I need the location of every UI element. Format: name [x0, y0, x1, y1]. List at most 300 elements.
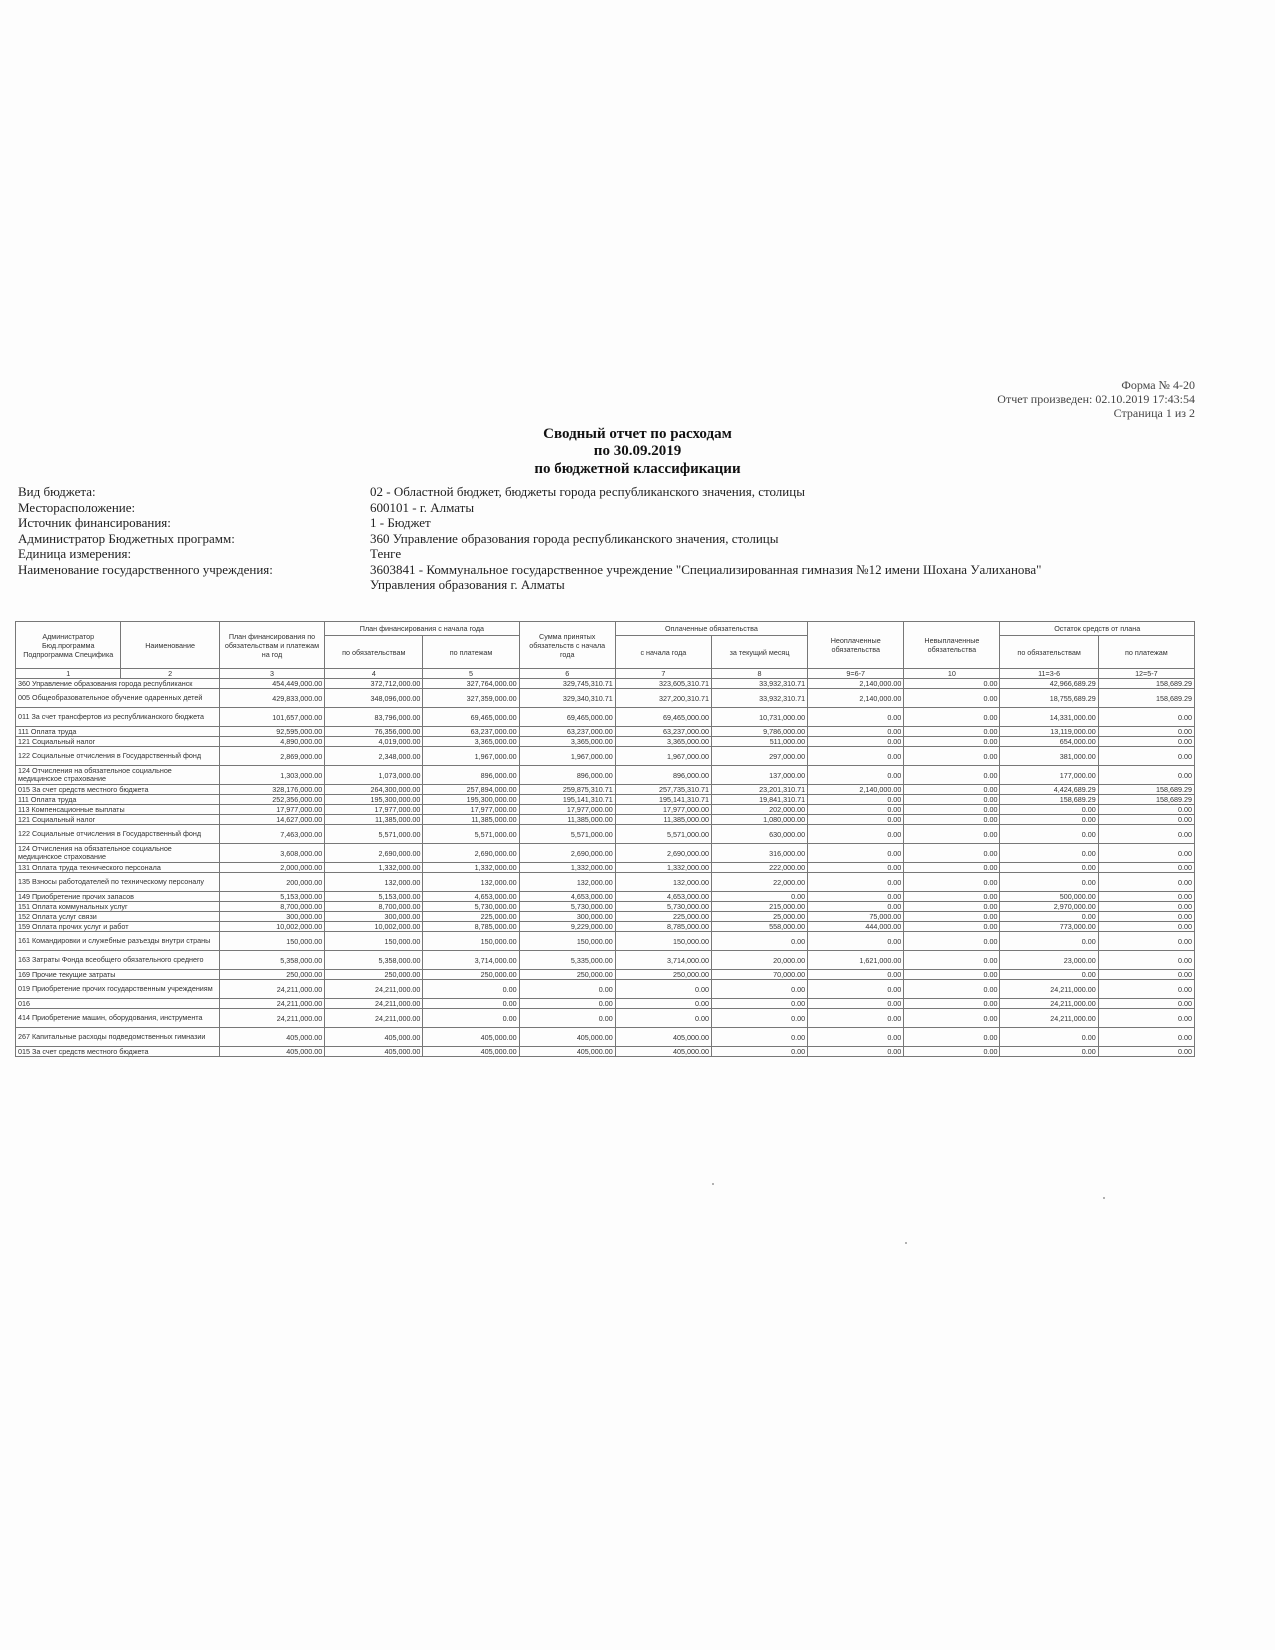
- amount-cell: 0.00: [711, 1028, 807, 1047]
- amount-cell: 8,785,000.00: [615, 922, 711, 932]
- amount-cell: 215,000.00: [711, 902, 807, 912]
- amount-cell: 1,621,000.00: [808, 951, 904, 970]
- amount-cell: 0.00: [904, 727, 1000, 737]
- parameter-value: 600101 - г. Алматы: [370, 499, 475, 515]
- amount-cell: 250,000.00: [219, 970, 324, 980]
- table-row: [16, 747, 1195, 766]
- amount-cell: 1,967,000.00: [519, 747, 615, 766]
- amount-cell: 10,731,000.00: [711, 708, 807, 727]
- amount-cell: 150,000.00: [519, 932, 615, 951]
- form-number: Форма № 4-20: [1121, 378, 1195, 392]
- amount-cell: 0.00: [904, 1028, 1000, 1047]
- parameter-label: Единица измерения:: [18, 546, 132, 561]
- amount-cell: 0.00: [904, 825, 1000, 844]
- table-row: [16, 922, 1195, 932]
- amount-cell: 2,690,000.00: [615, 844, 711, 863]
- amount-cell: 896,000.00: [615, 766, 711, 785]
- amount-cell: 0.00: [423, 980, 519, 999]
- amount-cell: 5,571,000.00: [519, 825, 615, 844]
- amount-cell: 1,332,000.00: [615, 863, 711, 873]
- amount-cell: 0.00: [1000, 873, 1098, 892]
- amount-cell: 372,712,000.00: [325, 679, 423, 689]
- amount-cell: 11,385,000.00: [519, 815, 615, 825]
- amount-cell: 17,977,000.00: [519, 805, 615, 815]
- row-name: 124 Отчисления на обязательное социальное медицинское страхование: [16, 844, 220, 863]
- amount-cell: 0.00: [904, 766, 1000, 785]
- amount-cell: 297,000.00: [711, 747, 807, 766]
- row-name: 113 Компенсационные выплаты: [16, 805, 220, 815]
- amount-cell: 200,000.00: [219, 873, 324, 892]
- table-row: [16, 844, 1195, 863]
- amount-cell: 63,237,000.00: [423, 727, 519, 737]
- col-plan-obligations-header: по обязательствам: [325, 636, 423, 669]
- amount-cell: 405,000.00: [519, 1047, 615, 1057]
- table-row: [16, 708, 1195, 727]
- amount-cell: 500,000.00: [1000, 892, 1098, 902]
- amount-cell: 300,000.00: [325, 912, 423, 922]
- amount-cell: 1,967,000.00: [615, 747, 711, 766]
- amount-cell: 2,690,000.00: [325, 844, 423, 863]
- amount-cell: 0.00: [423, 1009, 519, 1028]
- amount-cell: 405,000.00: [423, 1047, 519, 1057]
- row-name: 111 Оплата труда: [16, 795, 220, 805]
- paid-group-header: Оплаченные обязательства: [615, 622, 807, 636]
- amount-cell: 3,608,000.00: [219, 844, 324, 863]
- amount-cell: 0.00: [1098, 999, 1194, 1009]
- col-paid-month-header: за текущий месяц: [711, 636, 807, 669]
- amount-cell: 429,833,000.00: [219, 689, 324, 708]
- amount-cell: 0.00: [904, 737, 1000, 747]
- amount-cell: 11,385,000.00: [423, 815, 519, 825]
- column-number: 6: [519, 669, 615, 679]
- amount-cell: 0.00: [1098, 970, 1194, 980]
- report-title: Сводный отчет по расходам: [543, 426, 732, 442]
- amount-cell: 0.00: [808, 999, 904, 1009]
- amount-cell: 158,689.29: [1098, 689, 1194, 708]
- amount-cell: 5,153,000.00: [219, 892, 324, 902]
- amount-cell: 2,869,000.00: [219, 747, 324, 766]
- amount-cell: 0.00: [1000, 1028, 1098, 1047]
- column-number: 7: [615, 669, 711, 679]
- amount-cell: 33,932,310.71: [711, 689, 807, 708]
- amount-cell: 132,000.00: [325, 873, 423, 892]
- amount-cell: 24,211,000.00: [1000, 999, 1098, 1009]
- amount-cell: 328,176,000.00: [219, 785, 324, 795]
- amount-cell: 2,970,000.00: [1000, 902, 1098, 912]
- row-name: 005 Общеобразовательное обучение одаренных детей: [16, 689, 220, 708]
- row-name: 011 За счет трансфертов из республиканского бюджета: [16, 708, 220, 727]
- amount-cell: 0.00: [423, 999, 519, 1009]
- amount-cell: 0.00: [904, 999, 1000, 1009]
- amount-cell: 0.00: [904, 708, 1000, 727]
- amount-cell: 264,300,000.00: [325, 785, 423, 795]
- amount-cell: 17,977,000.00: [615, 805, 711, 815]
- amount-cell: 0.00: [904, 863, 1000, 873]
- parameter-value: 3603841 - Коммунальное государственное учреждение "Специализированная гимназия №12 имени Шохана Уалиханова": [370, 561, 1042, 577]
- table-row: [16, 1047, 1195, 1057]
- row-name: 124 Отчисления на обязательное социальное медицинское страхование: [16, 766, 220, 785]
- row-name: 151 Оплата коммунальных услуг: [16, 902, 220, 912]
- table-row: [16, 785, 1195, 795]
- amount-cell: 0.00: [711, 980, 807, 999]
- page-counter: Страница 1 из 2: [1113, 406, 1195, 420]
- amount-cell: 0.00: [904, 970, 1000, 980]
- table-row: [16, 1028, 1195, 1047]
- amount-cell: 5,358,000.00: [325, 951, 423, 970]
- amount-cell: 1,332,000.00: [519, 863, 615, 873]
- row-name: 121 Социальный налог: [16, 737, 220, 747]
- amount-cell: 17,977,000.00: [423, 805, 519, 815]
- amount-cell: 630,000.00: [711, 825, 807, 844]
- amount-cell: 222,000.00: [711, 863, 807, 873]
- amount-cell: 0.00: [1000, 932, 1098, 951]
- amount-cell: 158,689.29: [1098, 795, 1194, 805]
- amount-cell: 405,000.00: [325, 1047, 423, 1057]
- table-row: [16, 815, 1195, 825]
- row-name: 019 Приобретение прочих государственным учреждениям: [16, 980, 220, 999]
- amount-cell: 0.00: [904, 815, 1000, 825]
- amount-cell: 158,689.29: [1000, 795, 1098, 805]
- amount-cell: 0.00: [1098, 932, 1194, 951]
- amount-cell: 3,365,000.00: [423, 737, 519, 747]
- amount-cell: 511,000.00: [711, 737, 807, 747]
- table-row: [16, 999, 1195, 1009]
- amount-cell: 896,000.00: [519, 766, 615, 785]
- amount-cell: 0.00: [808, 815, 904, 825]
- amount-cell: 0.00: [1000, 844, 1098, 863]
- amount-cell: 69,465,000.00: [615, 708, 711, 727]
- amount-cell: 300,000.00: [219, 912, 324, 922]
- amount-cell: 150,000.00: [325, 932, 423, 951]
- col-rest-obligations-header: по обязательствам: [1000, 636, 1098, 669]
- amount-cell: 0.00: [1098, 922, 1194, 932]
- col-paid-ytd-header: с начала года: [615, 636, 711, 669]
- amount-cell: 8,700,000.00: [325, 902, 423, 912]
- amount-cell: 42,966,689.29: [1000, 679, 1098, 689]
- amount-cell: 76,356,000.00: [325, 727, 423, 737]
- amount-cell: 0.00: [808, 795, 904, 805]
- amount-cell: 0.00: [904, 922, 1000, 932]
- amount-cell: 316,000.00: [711, 844, 807, 863]
- amount-cell: 405,000.00: [615, 1047, 711, 1057]
- parameter-row: [18, 515, 1150, 531]
- amount-cell: 0.00: [808, 766, 904, 785]
- row-name: 414 Приобретение машин, оборудования, инструмента: [16, 1009, 220, 1028]
- amount-cell: 9,786,000.00: [711, 727, 807, 737]
- amount-cell: 24,211,000.00: [1000, 980, 1098, 999]
- amount-cell: 17,977,000.00: [219, 805, 324, 815]
- row-name: 122 Социальные отчисления в Государственный фонд: [16, 825, 220, 844]
- amount-cell: 0.00: [904, 844, 1000, 863]
- amount-cell: 132,000.00: [615, 873, 711, 892]
- amount-cell: 1,332,000.00: [325, 863, 423, 873]
- amount-cell: 225,000.00: [423, 912, 519, 922]
- amount-cell: 3,714,000.00: [423, 951, 519, 970]
- amount-cell: 150,000.00: [219, 932, 324, 951]
- amount-cell: 4,653,000.00: [423, 892, 519, 902]
- amount-cell: 9,229,000.00: [519, 922, 615, 932]
- amount-cell: 23,201,310.71: [711, 785, 807, 795]
- amount-cell: 4,653,000.00: [615, 892, 711, 902]
- amount-cell: 405,000.00: [325, 1028, 423, 1047]
- amount-cell: 0.00: [808, 1028, 904, 1047]
- amount-cell: 454,449,000.00: [219, 679, 324, 689]
- amount-cell: 0.00: [904, 805, 1000, 815]
- parameter-value: 360 Управление образования города республиканского значения, столицы: [370, 530, 779, 546]
- amount-cell: 3,365,000.00: [519, 737, 615, 747]
- amount-cell: 327,764,000.00: [423, 679, 519, 689]
- parameter-value: 02 - Областной бюджет, бюджеты города республиканского значения, столицы: [370, 484, 805, 499]
- amount-cell: 24,211,000.00: [325, 980, 423, 999]
- column-number: 3: [219, 669, 324, 679]
- amount-cell: 0.00: [808, 902, 904, 912]
- amount-cell: 2,690,000.00: [423, 844, 519, 863]
- parameter-label: [18, 577, 370, 593]
- amount-cell: 132,000.00: [519, 873, 615, 892]
- amount-cell: 63,237,000.00: [519, 727, 615, 737]
- amount-cell: 5,571,000.00: [325, 825, 423, 844]
- amount-cell: 0.00: [1098, 1047, 1194, 1057]
- amount-cell: 0.00: [808, 892, 904, 902]
- report-subtitle: по бюджетной классификации: [534, 461, 741, 477]
- amount-cell: 0.00: [1000, 815, 1098, 825]
- parameter-row: [18, 484, 1150, 500]
- amount-cell: 33,932,310.71: [711, 679, 807, 689]
- amount-cell: 177,000.00: [1000, 766, 1098, 785]
- parameter-value: 1 - Бюджет: [370, 515, 431, 530]
- row-name: 163 Затраты Фонда всеобщего обязательного среднего: [16, 951, 220, 970]
- report-meta: [997, 378, 1195, 420]
- amount-cell: 1,073,000.00: [325, 766, 423, 785]
- row-name: 015 За счет средств местного бюджета: [16, 785, 220, 795]
- amount-cell: 2,140,000.00: [808, 689, 904, 708]
- amount-cell: 5,358,000.00: [219, 951, 324, 970]
- amount-cell: 2,140,000.00: [808, 679, 904, 689]
- amount-cell: 3,365,000.00: [615, 737, 711, 747]
- column-number: 4: [325, 669, 423, 679]
- amount-cell: 2,690,000.00: [519, 844, 615, 863]
- amount-cell: 0.00: [1000, 912, 1098, 922]
- table-row: [16, 863, 1195, 873]
- row-name: 121 Социальный налог: [16, 815, 220, 825]
- amount-cell: 0.00: [808, 727, 904, 737]
- amount-cell: 348,096,000.00: [325, 689, 423, 708]
- parameter-label: Вид бюджета:: [18, 484, 96, 499]
- parameter-label: Источник финансирования:: [18, 515, 171, 530]
- amount-cell: 0.00: [1098, 902, 1194, 912]
- amount-cell: 0.00: [519, 980, 615, 999]
- amount-cell: 7,463,000.00: [219, 825, 324, 844]
- amount-cell: 0.00: [808, 825, 904, 844]
- parameter-value: Тенге: [370, 546, 402, 561]
- amount-cell: 20,000.00: [711, 951, 807, 970]
- amount-cell: 150,000.00: [423, 932, 519, 951]
- amount-cell: 0.00: [1098, 708, 1194, 727]
- scan-speck: [905, 1242, 907, 1244]
- amount-cell: 19,841,310.71: [711, 795, 807, 805]
- amount-cell: 4,019,000.00: [325, 737, 423, 747]
- amount-cell: 250,000.00: [423, 970, 519, 980]
- scan-speck: [1103, 1197, 1105, 1199]
- amount-cell: 24,211,000.00: [219, 999, 324, 1009]
- parameter-row: [18, 500, 1150, 516]
- amount-cell: 11,385,000.00: [325, 815, 423, 825]
- amount-cell: 0.00: [1098, 727, 1194, 737]
- amount-cell: 257,894,000.00: [423, 785, 519, 795]
- amount-cell: 0.00: [904, 912, 1000, 922]
- amount-cell: 2,348,000.00: [325, 747, 423, 766]
- row-name: 169 Прочие текущие затраты: [16, 970, 220, 980]
- amount-cell: 11,385,000.00: [615, 815, 711, 825]
- table-row: [16, 679, 1195, 689]
- table-row: [16, 727, 1195, 737]
- row-name: 159 Оплата прочих услуг и работ: [16, 922, 220, 932]
- amount-cell: 0.00: [1000, 805, 1098, 815]
- amount-cell: 0.00: [904, 1047, 1000, 1057]
- amount-cell: 3,714,000.00: [615, 951, 711, 970]
- table-row: [16, 805, 1195, 815]
- column-number: 9=6-7: [808, 669, 904, 679]
- row-name: 111 Оплата труда: [16, 727, 220, 737]
- row-name: 015 За счет средств местного бюджета: [16, 1047, 220, 1057]
- amount-cell: 0.00: [904, 785, 1000, 795]
- table-row: [16, 980, 1195, 999]
- amount-cell: 0.00: [808, 1047, 904, 1057]
- amount-cell: 0.00: [808, 873, 904, 892]
- col-code-header: Администратор Бюд.программа Подпрограмма Специфика: [16, 622, 121, 669]
- table-row: [16, 689, 1195, 708]
- amount-cell: 0.00: [1098, 863, 1194, 873]
- amount-cell: 195,300,000.00: [423, 795, 519, 805]
- amount-cell: 23,000.00: [1000, 951, 1098, 970]
- amount-cell: 0.00: [519, 999, 615, 1009]
- amount-cell: 0.00: [711, 892, 807, 902]
- amount-cell: 0.00: [1098, 766, 1194, 785]
- generated-timestamp: Отчет произведен: 02.10.2019 17:43:54: [997, 392, 1195, 406]
- amount-cell: 327,200,310.71: [615, 689, 711, 708]
- column-number: 11=3-6: [1000, 669, 1098, 679]
- amount-cell: 250,000.00: [615, 970, 711, 980]
- amount-cell: 0.00: [1098, 815, 1194, 825]
- amount-cell: 558,000.00: [711, 922, 807, 932]
- amount-cell: 405,000.00: [219, 1028, 324, 1047]
- amount-cell: 0.00: [904, 892, 1000, 902]
- col-rest-payments-header: по платежам: [1098, 636, 1194, 669]
- row-name: 122 Социальные отчисления в Государственный фонд: [16, 747, 220, 766]
- amount-cell: 83,796,000.00: [325, 708, 423, 727]
- table-row: [16, 1009, 1195, 1028]
- amount-cell: 24,211,000.00: [219, 980, 324, 999]
- row-name: 149 Приобретение прочих запасов: [16, 892, 220, 902]
- amount-cell: 405,000.00: [615, 1028, 711, 1047]
- amount-cell: 0.00: [1098, 737, 1194, 747]
- table-row: [16, 825, 1195, 844]
- amount-cell: 14,331,000.00: [1000, 708, 1098, 727]
- amount-cell: 259,875,310.71: [519, 785, 615, 795]
- amount-cell: 0.00: [711, 1009, 807, 1028]
- amount-cell: 1,303,000.00: [219, 766, 324, 785]
- amount-cell: 0.00: [808, 805, 904, 815]
- scan-speck: [712, 1183, 714, 1185]
- col-accepted-header: Сумма принятых обязательств с начала года: [519, 622, 615, 669]
- amount-cell: 0.00: [1098, 892, 1194, 902]
- table-row: [16, 892, 1195, 902]
- amount-cell: 896,000.00: [423, 766, 519, 785]
- amount-cell: 2,000,000.00: [219, 863, 324, 873]
- amount-cell: 323,605,310.71: [615, 679, 711, 689]
- amount-cell: 4,653,000.00: [519, 892, 615, 902]
- amount-cell: 0.00: [1000, 1047, 1098, 1057]
- table-row: [16, 737, 1195, 747]
- amount-cell: 132,000.00: [423, 873, 519, 892]
- amount-cell: 773,000.00: [1000, 922, 1098, 932]
- amount-cell: 0.00: [615, 1009, 711, 1028]
- amount-cell: 0.00: [904, 873, 1000, 892]
- row-name: 131 Оплата труда технического персонала: [16, 863, 220, 873]
- amount-cell: 25,000.00: [711, 912, 807, 922]
- plan-group-header: План финансирования с начала года: [325, 622, 519, 636]
- amount-cell: 0.00: [1000, 970, 1098, 980]
- amount-cell: 8,785,000.00: [423, 922, 519, 932]
- amount-cell: 0.00: [904, 932, 1000, 951]
- amount-cell: 1,080,000.00: [711, 815, 807, 825]
- amount-cell: 225,000.00: [615, 912, 711, 922]
- parameter-value: Управления образования г. Алматы: [370, 577, 565, 592]
- amount-cell: 0.00: [808, 844, 904, 863]
- amount-cell: 2,140,000.00: [808, 785, 904, 795]
- amount-cell: 75,000.00: [808, 912, 904, 922]
- column-number: 5: [423, 669, 519, 679]
- amount-cell: 0.00: [904, 980, 1000, 999]
- amount-cell: 329,745,310.71: [519, 679, 615, 689]
- table-row: [16, 912, 1195, 922]
- table-row: [16, 902, 1195, 912]
- amount-cell: 0.00: [519, 1009, 615, 1028]
- amount-cell: 0.00: [1098, 980, 1194, 999]
- amount-cell: 0.00: [904, 951, 1000, 970]
- amount-cell: 405,000.00: [423, 1028, 519, 1047]
- amount-cell: 5,730,000.00: [423, 902, 519, 912]
- column-numbers-row: [16, 669, 1195, 679]
- amount-cell: 0.00: [1098, 1028, 1194, 1047]
- parameter-row: [18, 562, 1150, 578]
- parameter-label: Наименование государственного учреждения:: [18, 561, 273, 577]
- amount-cell: 69,465,000.00: [423, 708, 519, 727]
- amount-cell: 0.00: [808, 863, 904, 873]
- parameter-row: [18, 577, 1150, 593]
- row-name: 135 Взносы работодателей по техническому персоналу: [16, 873, 220, 892]
- table-row: [16, 951, 1195, 970]
- amount-cell: 10,002,000.00: [219, 922, 324, 932]
- amount-cell: 405,000.00: [519, 1028, 615, 1047]
- amount-cell: 101,657,000.00: [219, 708, 324, 727]
- amount-cell: 158,689.29: [1098, 679, 1194, 689]
- column-number: 2: [121, 669, 219, 679]
- amount-cell: 10,002,000.00: [325, 922, 423, 932]
- amount-cell: 0.00: [808, 737, 904, 747]
- column-number: 8: [711, 669, 807, 679]
- amount-cell: 5,153,000.00: [325, 892, 423, 902]
- amount-cell: 0.00: [711, 932, 807, 951]
- amount-cell: 0.00: [904, 795, 1000, 805]
- row-name: 360 Управление образования города республиканск: [16, 679, 220, 689]
- amount-cell: 0.00: [808, 708, 904, 727]
- col-annual-plan-header: План финансирования по обязательствам и платежам на год: [219, 622, 324, 669]
- amount-cell: 4,424,689.29: [1000, 785, 1098, 795]
- amount-cell: 0.00: [1000, 863, 1098, 873]
- amount-cell: 92,595,000.00: [219, 727, 324, 737]
- amount-cell: 0.00: [904, 679, 1000, 689]
